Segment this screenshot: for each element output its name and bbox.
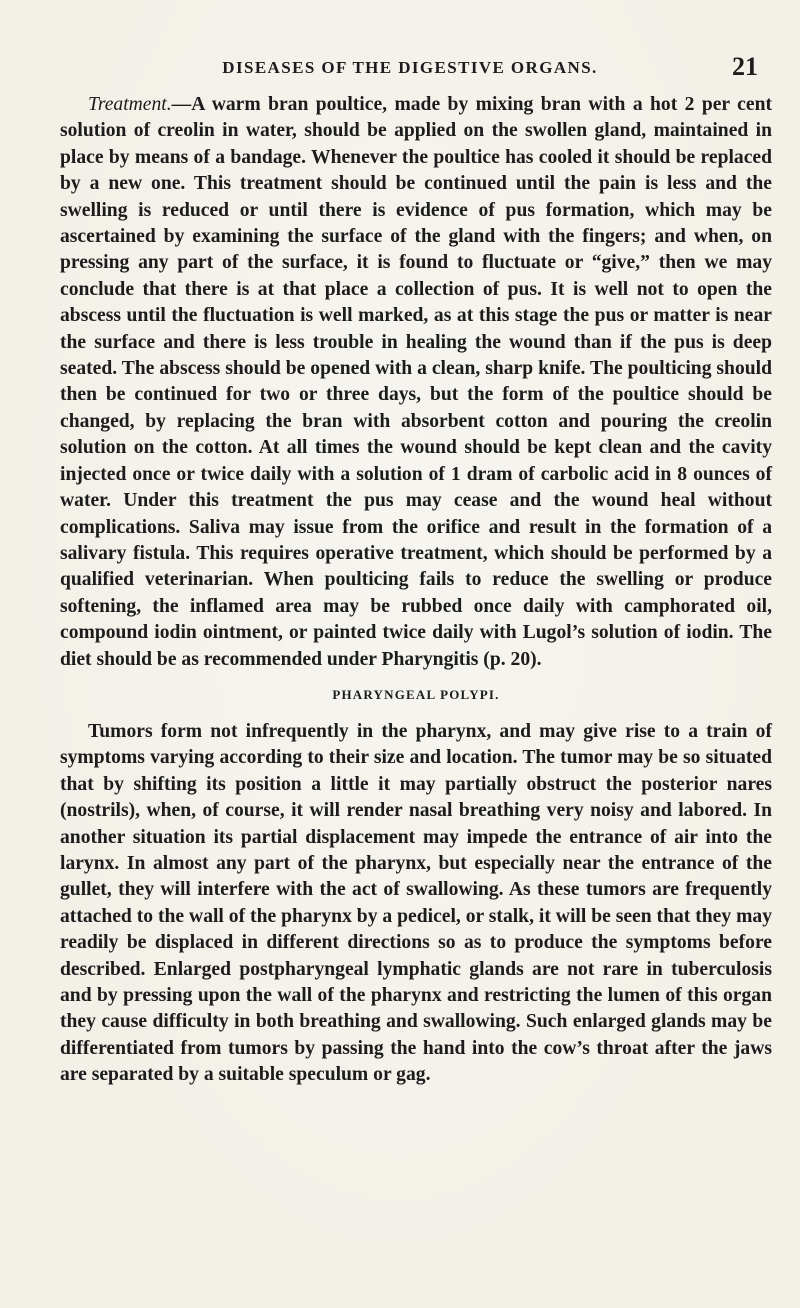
pharyngeal-polypi-paragraph: Tumors form not infrequently in the pharynx, and may give rise to a train of symptoms varying according to their size and location. The tumor may be so situated that by shifting its position a little it may partially obstruct the posterior nares (nostrils), when, of course, it will render nasal breathing very noisy and labored. In another situation its partial displacement may impede the entrance of air into the larynx. In almost any part of the pharynx, but especially near the entrance of the gullet, they will interfere with the act of swallowing. As these tumors are frequently attached to the wall of the pharynx by a pedicel, or stalk, it will be seen that they may readily be displaced in different directions so as to produce the symptoms before described. Enlarged postpharyngeal lymphatic glands are not rare in tuberculosis and by pressing upon the wall of the pharynx and restricting the lumen of this organ they cause difficulty in both breathing and swallowing. Such enlarged glands may be differentiated from tumors by passing the hand into the cow’s throat after the jaws are separated by a suitable speculum or gag. bbox=[60, 720, 772, 1086]
body-text bbox=[60, 92, 772, 1089]
running-title: DISEASES OF THE DIGESTIVE ORGANS. bbox=[222, 58, 598, 77]
running-head bbox=[60, 52, 760, 82]
treatment-text: —A warm bran poultice, made by mixing bran with a hot 2 per cent solution of creolin in water, should be applied on the swollen gland, maintained in place by means of a bandage. Whenever the poultice has cooled it should be replaced by a new one. This treatment should be continued until the pain is less and the swelling is reduced or until there is evidence of pus formation, which may be ascertained by examining the surface of the gland with the fingers; and when, on pressing any part of the surface, it is found to fluctuate or “give,” then we may conclude that there is at that place a collection of pus. It is well not to open the abscess until the fluctuation is well marked, as at this stage the pus or matter is near the surface and there is less trouble in healing the wound than if the pus is deep seated. The abscess should be opened with a clean, sharp knife. The poulticing should then be continued for two or three days, but the form of the poultice should be changed, by replacing the bran with absorbent cotton and pouring the creolin solution on the cotton. At all times the wound should be kept clean and the cavity injected once or twice daily with a solution of 1 dram of carbolic acid in 8 ounces of water. Under this treatment the pus may cease and the wound heal without complications. Saliva may issue from the orifice and result in the formation of a salivary fistula. This requires operative treatment, which should be performed by a qualified veterinarian. When poulticing fails to reduce the swelling or produce softening, the inflamed area may be rubbed once daily with camphorated oil, compound iodin ointment, or painted twice daily with Lugol’s solution of iodin. The diet should be as recommended under Pharyngitis (p. 20). bbox=[60, 94, 772, 670]
treatment-paragraph bbox=[60, 92, 772, 673]
section-heading: PHARYNGEAL POLYPI. bbox=[332, 686, 500, 702]
page-number: 21 bbox=[732, 52, 758, 81]
treatment-label: Treatment. bbox=[88, 94, 172, 115]
